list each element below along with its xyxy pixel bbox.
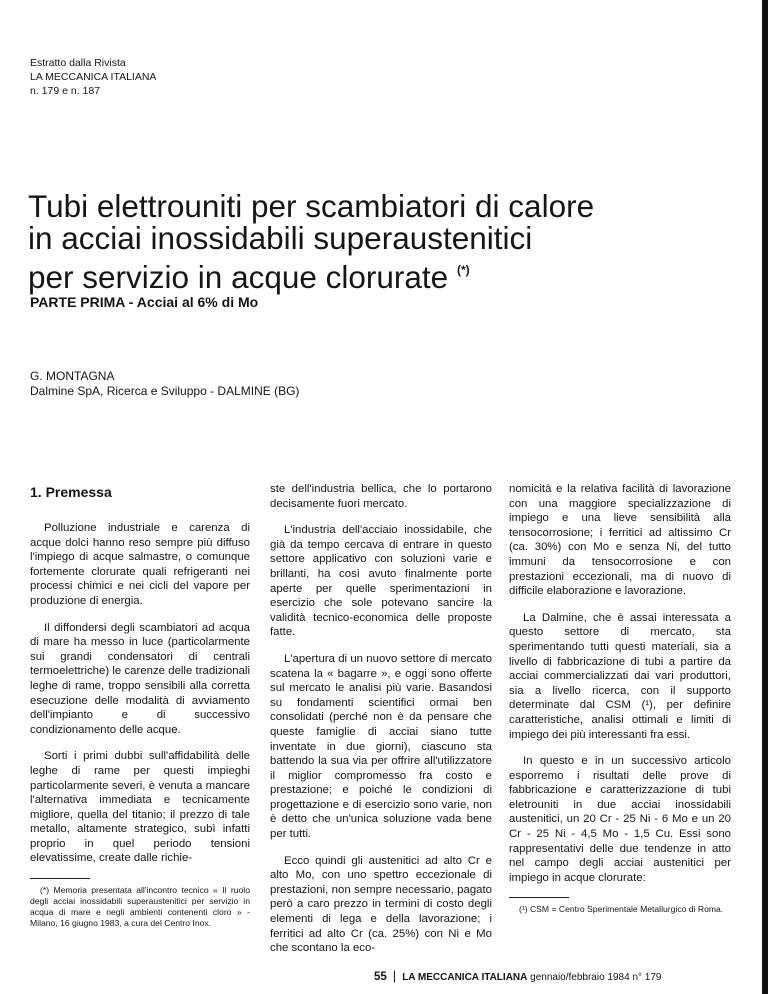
title-line-2: in acciai inossidabili superaustenitici — [28, 220, 533, 256]
paragraph: L'industria dell'acciaio inossidabile, che già da tempo cercava di entrare in questo settore applicativo con soluzioni varie e brillanti, ha così avuto finalmente porte aperte per quelle sperimentazioni in esercizio che sole potevano sancire la validità tecnico-economica delle proposte fatte. — [270, 524, 492, 639]
title-line-1: Tubi elettrouniti per scambiatori di calore — [28, 188, 595, 224]
title-line-3-text: per servizio in acque clorurate — [28, 259, 449, 295]
paragraph: In questo e in un successivo articolo esporremo i risultati delle prove di fabbricazione e caratterizzazione di tubi eletrouniti in due acciai inossidabili austenitici, un 20 Cr - 25 Ni - 6 Mo e un 20 Cr - 25 Ni - 4,5 Mo - 1,5 Cu. Essi sono rappresentativi delle due tendenze in atto nel campo degli acciai austenitici per impiego in acque clorurate: — [509, 755, 731, 884]
section-heading: 1. Premessa — [30, 484, 112, 500]
author-affiliation: Dalmine SpA, Ricerca e Sviluppo - DALMINE (BG) — [30, 384, 300, 398]
paragraph: Il diffondersi degli scambiatori ad acqua di mare ha messo in luce (particolarmente sui grandi condensatori di centrali termoelettriche) le carenze delle tradizionali leghe di rame, troppo sensibili alla corretta esecuzione delle modalità di avviamento dell'impianto e di successivo condizionamento delle acque. — [30, 621, 250, 736]
text-column-3 — [509, 482, 731, 915]
footnote: (*) Memoria presentata all'incontro tecnico « Il ruolo degli acciai inossidabili superaustenitici per servizio in acqua di mare e negli ambienti contenenti cloro » - Milano, 16 giugno 1983, a cura del Centro Inox. — [30, 885, 250, 929]
paragraph: La Dalmine, che è assai interessata a questo settore di mercato, sta sperimentando tutti questi materiali, sia a livello di fabbricazione di tubi a partire da acciai commercializzati dai vari produttori, sia a livello ricerca, con il supporto determinate dal CSM (¹), per definire caratteristiche, analisi ottimali e limiti di impiego dei più interessanti fra essi. — [509, 611, 731, 741]
paragraph: L'apertura di un nuovo settore di mercato scatena la « bagarre », e oggi sono offerte sul mercato le analisi più varie. Basandosi su fondamenti scientifici ormai ben consolidati (perché non è da pensare che queste famiglie di acciai siano tutte inventate in due giorni), ciascuno sta battendo la sua via per offrire all'utilizzatore il miglior compromesso fra costo e prestazione; e poiché le condizioni di progettazione e di esercizio sono varie, non è detto che un'unica soluzione vada bene per tutti. — [270, 652, 492, 841]
title-footnote-mark: (*) — [456, 263, 470, 277]
page-edge-bar — [762, 0, 768, 994]
paragraph: Ecco quindi gli austenitici ad alto Cr e alto Mo, con uno spettro eccezionale di prestazioni, non sempre necessario, pagato però a caro prezzo in termini di costo degli elementi di lega e della lavorazione; i ferritici ad alto Cr (ca. 25%) con Ni e Mo che scontano la eco- — [270, 854, 492, 955]
text-column-1 — [30, 482, 250, 929]
footer-journal: LA MECCANICA ITALIANA — [402, 972, 528, 983]
source-journal: LA MECCANICA ITALIANA — [30, 71, 157, 83]
paragraph: nomicità e la relativa facilità di lavorazione con una maggiore specializzazione di impiego e una lieve sensibilità alla tensocorrosione; i ferritici ad altissimo Cr (ca. 30%) con Mo e senza Ni, del tutto immuni da tensocorrosione e con prestazioni eccezionali, ma di nuovo di difficile elaborazione e lavorazione. — [509, 483, 731, 598]
text-column-2 — [270, 482, 492, 968]
page-number: 55 — [374, 971, 387, 983]
paragraph: ste dell'industria bellica, che lo portarono decisamente fuori mercato. — [270, 483, 492, 510]
paragraph: Polluzione industriale e carenza di acque dolci hanno reso sempre più diffuso l'impiego di acque salmastre, o comunque fortemente clorurate quali refrigeranti nei processi chimici e nei cicli del vapore per produzione di energia. — [30, 522, 250, 607]
author-name: G. MONTAGNA — [30, 369, 115, 383]
footnote-divider — [30, 878, 90, 879]
source-issues: n. 179 e n. 187 — [30, 85, 101, 97]
footer-issue: gennaio/febbraio 1984 n° 179 — [530, 972, 662, 983]
article-title — [28, 190, 718, 293]
footnote-divider — [509, 897, 569, 898]
author-block — [30, 369, 299, 399]
page-footer — [374, 968, 661, 983]
title-line-3 — [28, 254, 718, 293]
footer-separator: | — [392, 968, 397, 983]
source-reference — [30, 56, 156, 98]
footnote: (¹) CSM = Centro Sperimentale Metallurgico di Roma. — [519, 904, 724, 915]
paragraph: Sorti i primi dubbi sull'affidabilità delle leghe di rame per questi impieghi particolarmente severi, è venuta a mancare l'alternativa immediata e tecnicamente migliore, quella del titanio; il prezzo di tale metallo, altamente strategico, subì infatti proprio in quel periodo tensioni elevatissime, create dalle richie- — [30, 750, 250, 865]
source-line: Estratto dalla Rivista — [30, 57, 126, 69]
part-heading: PARTE PRIMA - Acciai al 6% di Mo — [30, 294, 259, 310]
